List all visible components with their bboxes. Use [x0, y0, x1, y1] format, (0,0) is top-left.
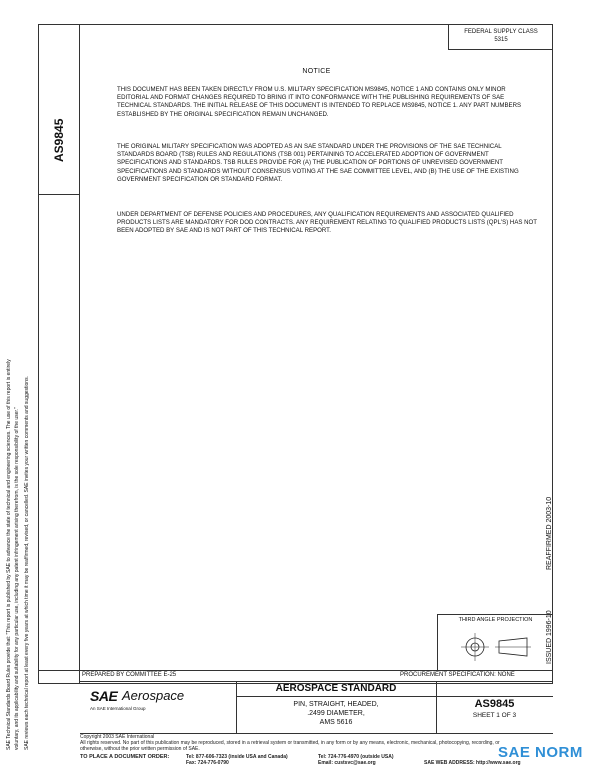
- notice-paragraph-2: THE ORIGINAL MILITARY SPECIFICATION WAS ADOPTED AS AN SAE STANDARD UNDER THE PROVISIONS OF THE SAE TECHNICAL STANDARDS BOARD (TSB) RULES AND REGULATIONS (TSB 001) PERTAINING TO ACCELERATED ADOPTION OF GOVERNMENT SPECIFICATIONS AND STANDARDS. TSB RULES PROVIDE FOR (A) THE PUBLICATION OF PORTIONS OF UNREVISED GOVERNMENT SPECIFICATIONS AND STANDARDS WITHOUT CONSENSUS VOTING AT THE SAE COMMITTEE LEVEL, AND (B) THE USE OF THE EXISTING GOVERNMENT SPECIFICATION OR STANDARD FORMAT.: [117, 143, 519, 183]
- footer-email: Email: custsvc@sae.org: [318, 760, 376, 766]
- fsc-label: FEDERAL SUPPLY CLASS: [464, 29, 538, 35]
- notice-paragraph-1: THIS DOCUMENT HAS BEEN TAKEN DIRECTLY FROM U.S. MILITARY SPECIFICATION MS9845, NOTICE 1 AND CONTAINS ONLY MINOR EDITORIAL AND FORMAT CHANGES REQUIRED TO BRING IT INTO CONFORMANCE WITH THE PUBLISHING REQUIREMENTS OF SAE TECHNICAL STANDARDS. THE INITIAL RELEASE OF THIS DOCUMENT IS INTENDED TO REPLACE MS9845, NOTICE 1. ANY PART NUMBERS ESTABLISHED BY THE ORIGINAL SPECIFICATION REMAIN UNCHANGED.: [117, 86, 522, 118]
- issued-date: ISSUED 1996-10: [546, 610, 553, 664]
- prepared-by: PREPARED BY COMMITTEE E-25: [82, 672, 177, 678]
- projection-label: THIRD ANGLE PROJECTION: [458, 617, 533, 623]
- footer-tel-1: Tel: 877-606-7323 (inside USA and Canada): [186, 754, 288, 760]
- part-line-2: .2499 DIAMETER,: [307, 710, 365, 717]
- side-disclaimer-line1: SAE Technical Standards Board Rules provide that: "This report is published by SAE to advance the state of technical and engineering sciences. The use of this report is entirely: [6, 359, 12, 750]
- logo-tagline: An SAE International Group: [90, 706, 146, 711]
- title-doc-number: AS9845: [474, 698, 515, 710]
- reaffirmed-date: REAFFIRMED 2003-10: [546, 496, 553, 570]
- order-label: TO PLACE A DOCUMENT ORDER:: [80, 754, 170, 760]
- footer-rights-2: otherwise, without the prior written permission of SAE.: [80, 746, 200, 752]
- notice-title: NOTICE: [302, 68, 331, 75]
- footer-tel-2: Tel: 724-776-4970 (outside USA): [318, 754, 394, 760]
- side-disclaimer-line3: SAE reviews each technical report at least every five years at which time it may be reaffirmed, revised, or cancelled. SAE invites your written comments and suggestions.: [24, 376, 30, 750]
- sae-norm-watermark: SAE NORM: [498, 744, 583, 761]
- third-angle-projection-box: [437, 614, 553, 670]
- federal-supply-class-box: [448, 24, 553, 50]
- part-description: [236, 700, 436, 727]
- side-docnum-box: [38, 24, 79, 195]
- footer-web: SAE WEB ADDRESS: http://www.sae.org: [424, 760, 521, 766]
- page-frame: [38, 24, 553, 684]
- footer-rights: All rights reserved. No part of this publication may be reproduced, stored in a retrieval system or transmitted, in any form or by any means, electronic, mechanical, photocopying, recording, or: [80, 740, 500, 746]
- fsc-value: 5315: [494, 37, 508, 43]
- side-disclaimer-line2: voluntary, and its applicability and suitability for any particular use, including any patent infringement arising therefrom, is the sole responsibility of the user.": [14, 407, 20, 750]
- side-doc-number: AS9845: [52, 118, 66, 162]
- part-line-3: AMS 5616: [319, 719, 353, 726]
- procurement-spec: PROCUREMENT SPECIFICATION: NONE: [400, 672, 515, 678]
- aerospace-logo: Aerospace: [122, 688, 185, 703]
- part-line-1: PIN, STRAIGHT, HEADED,: [293, 701, 379, 708]
- notice-paragraph-3: UNDER DEPARTMENT OF DEFENSE POLICIES AND PROCEDURES, ANY QUALIFICATION REQUIREMENTS AND ASSOCIATED QUALIFIED PRODUCTS LISTS ARE MANDATORY FOR DOD CONTRACTS. ANY REQUIREMENT RELATING TO QUALIFIED PRODUCTS LISTS (QPL'S) HAS NOT BEEN ADOPTED BY SAE AND IS NOT PART OF THIS TECHNICAL REPORT.: [117, 211, 537, 235]
- projection-symbol-icon: [441, 627, 551, 667]
- footer-fax: Fax: 724-776-0790: [186, 760, 229, 766]
- sae-logo: SAE: [90, 688, 118, 704]
- footer-copyright: Copyright 2003 SAE International: [80, 734, 155, 740]
- sheet-number: SHEET 1 OF 3: [472, 712, 517, 719]
- standard-title: AEROSPACE STANDARD: [275, 683, 397, 694]
